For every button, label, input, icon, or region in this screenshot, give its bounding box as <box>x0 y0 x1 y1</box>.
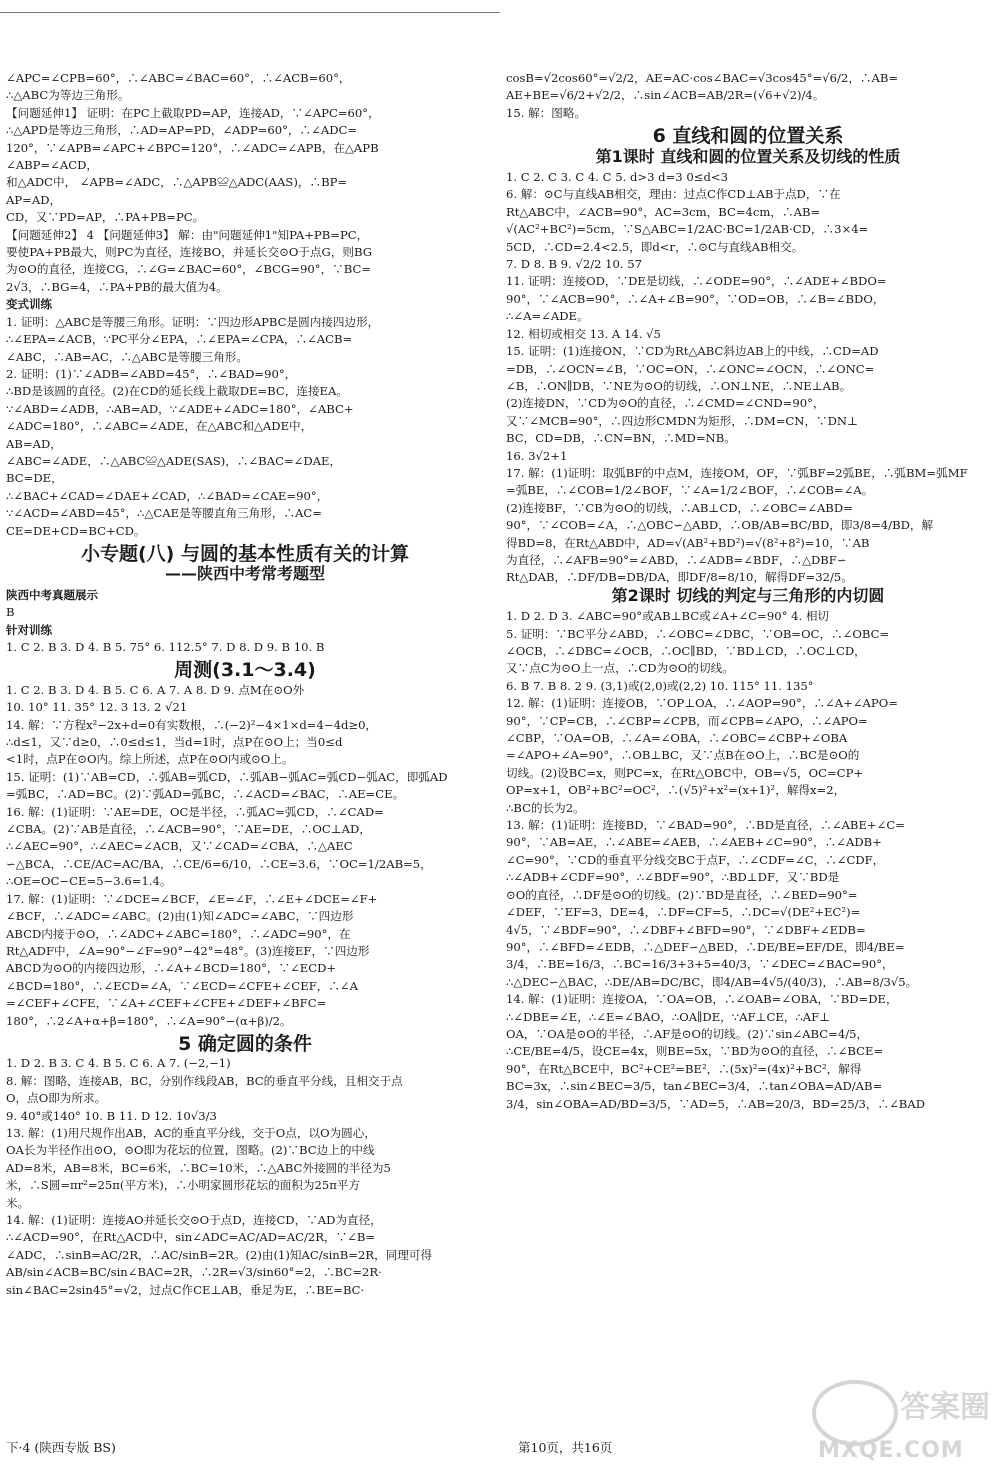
text-line: ∠ADC=180°，∴∠ABC=∠ADE，在△ABC和△ADE中， <box>6 419 313 434</box>
text-line: ABCD内接于⊙O，∴∠ADC+∠ABC=180°，∴∠ADC=90°，在 <box>6 926 351 941</box>
text-line: BC=3x，∴sin∠BEC=3/5，tan∠BEC=3/4，∴tan∠OBA=AD/AB= <box>506 1079 883 1094</box>
intro-block <box>6 70 484 296</box>
text-line: 90°，∵CP=CB，∴∠CBP=∠CPB，而∠CPB=∠APO，∴∠APO= <box>506 713 868 728</box>
text-line: ∠C=90°，∵CD的垂直平分线交BC于点F，∴∠CDF=∠C，∴∠CDF， <box>506 852 885 867</box>
topic-subtitle: ——陕西中考常考题型 <box>164 564 325 584</box>
text-line: 9. 40°或140° 10. B 11. D 12. 10√3/3 <box>6 1108 217 1123</box>
text-line: =弧BC，∴AD=BC。(2)∵弧AD=弧BC，∴∠ACD=∠BAC，∴AE=CE。 <box>6 787 405 802</box>
text-line: ∴∠DBE=∠E，∴∠E=∠BAO，∴OA∥DE，∵AF⊥CE，∴AF⊥ <box>506 1009 831 1024</box>
section5-title: 5 确定圆的条件 <box>178 1032 312 1055</box>
text-line: ∴△ABC为等边三角形。 <box>6 88 130 103</box>
text-line: 15. 解：图略。 <box>506 105 587 120</box>
topic-title: 小专题(八) 与圆的基本性质有关的计算 <box>81 542 409 565</box>
text-line: 1. D 2. B 3. C 4. B 5. C 6. A 7. (−2,−1) <box>6 1056 231 1071</box>
text-line: AB/sin∠ACB=BC/sin∠BAC=2R，∴2R=√3/sin60°=2，∴BC=2R· <box>6 1265 382 1280</box>
text-line: ∴BD是该圆的直径。(2)在CD的延长线上截取DE=BC，连接EA。 <box>6 384 348 399</box>
text-line: ∴∠AEC=90°，∴∠AEC=∠ACB，又∵∠CAD=∠CBA，∴△AEC <box>6 839 353 854</box>
weekly-test-title: 周测(3.1～3.4) <box>174 659 316 682</box>
watermark-ring-icon <box>812 1380 898 1446</box>
text-line: CE=DE+CD=BC+CD。 <box>6 523 146 538</box>
text-line: OP=x+1，OB²+BC²=OC²，∴(√5)²+x²=(x+1)²，解得x=2， <box>506 783 846 798</box>
text-line: ∠B，∴ON∥DB，∵NE为⊙O的切线，∴ON⊥NE，∴NE⊥AB。 <box>506 378 852 393</box>
text-line: ∴CE/BE=4/5，设CE=4x，则BE=5x，∵BD为⊙O的直径，∴∠BCE= <box>506 1044 884 1059</box>
watermark-url: MXQE.COM <box>818 1438 964 1463</box>
text-line: 切线。(2)设BC=x，则PC=x，在Rt△OBC中，OB=√5，OC=CP+ <box>506 765 864 780</box>
lesson2-title: 第2课时 切线的判定与三角形的内切圆 <box>611 585 885 605</box>
text-line: 为直径，∴∠AFB=90°=∠ABD，∴∠ADB=∠BDF，∴△DBF∽ <box>506 552 847 567</box>
text-line: ∠CBA。(2)∵AB是直径，∴∠ACB=90°，∵AE=DE，∴OC⊥AD， <box>6 822 371 837</box>
text-line: ∴∠ACD=90°，在Rt△ACD中，sin∠ADC=AC/AD=AC/2R，∵∠B= <box>6 1230 376 1245</box>
text-line: ∴BC的长为2。 <box>506 800 585 815</box>
text-line: 11. 证明：连接OD，∵DE是切线，∴∠ODE=90°，∴∠ADE+∠BDO= <box>506 274 887 289</box>
text-line: ABCD为⊙O的内接四边形，∴∠A+∠BCD=180°，∵∠ECD+ <box>6 961 337 976</box>
text-line: 16. 解：(1)证明：∵AE=DE，OC是半径，∴弧AC=弧CD，∴∠CAD= <box>6 804 384 819</box>
text-line: (2)连接DN，∵CD为⊙O的直径，∴∠CMD=∠CND=90°， <box>506 396 825 411</box>
text-line: ∴△APD是等边三角形，∴AD=AP=PD，∠ADP=60°，∴∠ADC= <box>6 123 358 138</box>
left-column <box>6 70 484 1299</box>
text-line: 【问题延伸2】 4 【问题延伸3】 解：由"问题延伸1"知PA+PB=PC， <box>6 227 369 242</box>
text-line: 3/4，sin∠OBA=AD/BD=3/5，∵AD=5，∴AB=20/3，BD=25/3，∴∠BAD <box>506 1096 925 1111</box>
text-line: ∵∠ACD=∠ABD=45°，∴△CAE是等腰直角三角形，∴AC= <box>6 506 322 521</box>
text-line: BC=DE， <box>6 471 63 486</box>
text-line: ∠APC=∠CPB=60°，∴∠ABC=∠BAC=60°，∴∠ACB=60°， <box>6 71 351 85</box>
text-line: 17. 解：(1)证明：取弧BF的中点M，连接OM，OF，∵弧BF=2弧BE，∴弧BM=弧MF <box>506 465 968 480</box>
text-line: 6. B 7. B 8. 2 9. (3,1)或(2,0)或(2,2) 10. 115° 11. 135° <box>506 678 814 693</box>
text-line: 180°，∴2∠A+α+β=180°，∴∠A=90°−(α+β)/2。 <box>6 1013 292 1028</box>
targeted-training-answers: 1. C 2. B 3. D 4. B 5. 75° 6. 112.5° 7. D 8. D 9. B 10. B <box>6 640 325 654</box>
text-line: 12. 相切或相交 13. A 14. √5 <box>506 326 661 341</box>
text-line: ∠ADC，∴sinB=AC/2R，∴AC/sinB=2R。(2)由(1)知AC/sinB=2R，同理可得 <box>6 1247 433 1262</box>
text-line: =∠CEF+∠CFE，∵∠A+∠CEF+∠CFE+∠DEF+∠BFC= <box>6 996 327 1011</box>
text-line: √(AC²+BC²)=5cm，∵S△ABC=1/2AC·BC=1/2AB·CD，∴3×4= <box>506 222 869 237</box>
text-line: 15. 证明：(1)∵AB=CD，∴弧AB=弧CD，∴弧AB−弧AC=弧CD−弧AC，即弧AD <box>6 769 448 784</box>
text-line: 120°，∵∠APB=∠APC+∠BPC=120°，∴∠ADC=∠APB，在△APB <box>6 140 379 155</box>
weekly-test-block <box>6 682 484 1030</box>
watermark-logo <box>812 1380 994 1466</box>
lesson2-block <box>506 608 990 1113</box>
text-line: 得BD=8，在Rt△ABD中，AD=√(AB²+BD²)=√(8²+8²)=10，∵AB <box>506 535 870 550</box>
right-column <box>506 70 990 1113</box>
text-line: AD=8米，AB=8米，BC=6米，∴BC=10米，∴△ABC外接圆的半径为5 <box>6 1160 391 1175</box>
footer-edition: 下·4 (陕西专版 BS) <box>6 1440 116 1455</box>
section5-block <box>6 1055 484 1299</box>
text-line: 10. 10° 11. 35° 12. 3 13. 2 √21 <box>6 700 188 715</box>
text-line: ∴OE=OC−CE=5−3.6=1.4。 <box>6 874 172 889</box>
top-rule <box>0 12 500 13</box>
text-line: ∴∠ADB+∠CDF=90°，∴∠BDF=90°，∴BD⊥DF，又∵BD是 <box>506 870 840 885</box>
text-line: ⊙O的直径，∴DF是⊙O的切线。(2)∵BD是直径，∴∠BED=90°= <box>506 887 858 902</box>
text-line: 90°，∵AB=AE，∴∠ABE=∠AEB，∴∠AEB+∠C=90°，∴∠ADB+ <box>506 835 882 850</box>
text-line: 13. 解：(1)用尺规作出AB，AC的垂直平分线，交于O点，以O为圆心， <box>6 1125 376 1140</box>
text-line: 和△ADC中， ∠APB=∠ADC，∴△APB≌△ADC(AAS)，∴BP= <box>6 175 348 190</box>
text-line: 7. D 8. B 9. √2/2 10. 57 <box>506 257 643 272</box>
text-line: =∠APO+∠A=90°，∴OB⊥BC，又∵点B在⊙O上，∴BC是⊙O的 <box>506 748 860 763</box>
real-exam-answer: B <box>6 605 15 620</box>
text-line: Rt△ABC中，∠ACB=90°，AC=3cm，BC=4cm，∴AB= <box>506 204 821 219</box>
text-line: 14. 解：(1)证明：连接OA，∵OA=OB，∴∠OAB=∠OBA，∵BD=DE， <box>506 992 898 1007</box>
text-line: 2√3，∴BG=4，∴PA+PB的最大值为4。 <box>6 279 228 294</box>
text-line: ∵∠ABD=∠ADB，∴AB=AD，∵∠ADE+∠ADC=180°，∠ABC+ <box>6 401 354 416</box>
text-line: 16. 3√2+1 <box>506 448 568 463</box>
text-line: ∠BCF，∴∠ADC=∠ABC。(2)由(1)知∠ADC=∠ABC，∵四边形 <box>6 909 354 924</box>
text-line: CD，又∵PD=AP，∴PA+PB=PC。 <box>6 210 205 225</box>
text-line: 1. 证明：△ABC是等腰三角形。证明：∵四边形APBC是圆内接四边形， <box>6 314 380 329</box>
text-line: ∠DEF，∵EF=3，DE=4，∴DF=CF=5，∴DC=√(DE²+EC²)= <box>506 905 861 920</box>
text-line: 米，∴S圆=πr²=25π(平方米)，∴小明家圆形花坛的面积为25π平方 <box>6 1178 361 1193</box>
text-line: ∠ABC，∴AB=AC，∴△ABC是等腰三角形。 <box>6 349 248 364</box>
text-line: BC，CD=DB，∴CN=BN，∴MD=NB。 <box>506 431 736 446</box>
text-line: (2)连接BF，∵CB为⊙O的切线，∴AB⊥CD，∴∠OBC=∠ABD= <box>506 500 853 515</box>
text-line: 米。 <box>6 1195 30 1210</box>
text-line: ∴△DEC∽△BAC，∴DE/AB=DC/BC，即4/AB=4√5/(40/3)，∴AB=8/3√5。 <box>506 974 918 989</box>
text-line: AB=AD， <box>6 436 62 451</box>
text-line: 2. 证明：(1)∵∠ADB=∠ABD=45°，∴∠BAD=90°， <box>6 366 297 381</box>
text-line: ∠OCB，∴∠DBC=∠OCB，∴OC∥BD，∵BD⊥CD，∴OC⊥CD， <box>506 644 866 658</box>
text-line: 3/4，∴BE=16/3，∴BC=16/3+3+5=40/3，∵∠DEC=∠BAC=90°， <box>506 957 894 972</box>
text-line: 14. 解：∵方程x²−2x+d=0有实数根，∴(−2)²−4×1×d=4−4d≥0， <box>6 717 378 732</box>
text-line: 为⊙O的直径，连接CG，∴∠G=∠BAC=60°，∠BCG=90°，∵BC= <box>6 262 372 277</box>
text-line: 14. 解：(1)证明：连接AO并延长交⊙O于点D，连接CD，∵AD为直径， <box>6 1213 382 1227</box>
text-line: <1时，点P在⊙O内。综上所述，点P在⊙O内或⊙O上。 <box>6 752 294 767</box>
text-line: 17. 解：(1)证明：∵∠DCE=∠BCF，∠E=∠F，∴∠E+∠DCE=∠F+ <box>6 891 378 906</box>
text-line: ∴∠EPA=∠ACB，∵PC平分∠EPA，∴∠EPA=∠CPA，∴∠ACB= <box>6 332 353 347</box>
continued-block <box>506 70 990 122</box>
text-line: 【问题延伸1】 证明：在PC上截取PD=AP，连接AD，∵∠APC=60°， <box>6 105 380 120</box>
text-line: =弧BE，∴∠COB=1/2∠BOF，∵∠A=1/2∠BOF，∴∠COB=∠A。 <box>506 483 874 498</box>
text-line: OA长为半径作出⊙O，⊙O即为花坛的位置，图略。(2)∵BC边上的中线 <box>6 1143 375 1158</box>
text-line: ∴∠A=∠ADE。 <box>506 309 589 324</box>
text-line: =DB，∴∠OCN=∠B，∵OC=ON，∴∠ONC=∠OCN，∴∠ONC= <box>506 361 875 376</box>
text-line: 90°，∴∠BFD=∠EDB，∴△DEF∽△BED，∴DE/BE=EF/DE，即4/BE= <box>506 939 905 954</box>
text-line: AP=AD， <box>6 192 62 207</box>
text-line: 要使PA+PB最大，则PC为直径，连接BO，并延长交⊙O于点G，则BG <box>6 245 373 260</box>
variant-training-label: 变式训练 <box>6 297 52 312</box>
text-line: 1. D 2. D 3. ∠ABC=90°或AB⊥BC或∠A+∠C=90° 4. 相切 <box>506 609 830 624</box>
text-line: 13. 解：(1)证明：连接BD，∵∠BAD=90°，∴BD是直径，∴∠ABE+∠C= <box>506 818 905 833</box>
text-line: 5CD，∴CD=2.4<2.5，即d<r，∴⊙C与直线AB相交。 <box>506 239 804 254</box>
text-line: AE+BE=√6/2+√2/2，∴sin∠ACB=AB/2R=(√6+√2)/4。 <box>506 88 825 103</box>
text-line: Rt△DAB，∴DF/DB=DB/DA，即DF/8=8/10，解得DF=32/5。 <box>506 570 853 585</box>
text-line: ∠ABP=∠ACD， <box>6 158 98 173</box>
text-line: ∠BCD=180°，∴∠ECD=∠A，∵∠ECD=∠CFE+∠CEF，∴∠A <box>6 978 359 993</box>
text-line: 5. 证明：∵BC平分∠ABD，∴∠OBC=∠DBC，∵OB=OC，∴∠OBC= <box>506 626 890 641</box>
text-line: O，点O即为所求。 <box>6 1091 107 1106</box>
text-line: ∴∠BAC+∠CAD=∠DAE+∠CAD，∴∠BAD=∠CAE=90°， <box>6 488 329 503</box>
text-line: ∠ABC=∠ADE，∴△ABC≌△ADE(SAS)，∴∠BAC=∠DAE， <box>6 453 342 468</box>
text-line: 90°，∵∠ACB=90°，∴∠A+∠B=90°，∵OD=OB，∴∠B=∠BDO， <box>506 291 885 306</box>
text-line: ∴d≤1，又∵d≥0，∴0≤d≤1，当d=1时，点P在⊙O上；当0≤d <box>6 735 343 750</box>
text-line: 6. 解：⊙C与直线AB相交，理由：过点C作CD⊥AB于点D，∵在 <box>506 187 841 202</box>
targeted-training-label: 针对训练 <box>6 622 52 637</box>
variant-block <box>6 314 484 540</box>
footer-page-number: 第10页，共16页 <box>518 1440 613 1455</box>
text-line: 1. C 2. C 3. C 4. C 5. d>3 d=3 0≤d<3 <box>506 170 728 185</box>
text-line: ∠CBP，∵OA=OB，∴∠A=∠OBA，∴∠OBC=∠CBP+∠OBA <box>506 731 848 746</box>
lesson1-title: 第1课时 直线和圆的位置关系及切线的性质 <box>595 146 901 166</box>
text-line: OA，∵OA是⊙O的半径，∴AF是⊙O的切线。(2)∵sin∠ABC=4/5， <box>506 1026 869 1041</box>
text-line: 90°，∵∠COB=∠A，∴△OBC∽△ABD，∴OB/AB=BC/BD，即3/8=4/BD，解 <box>506 518 934 533</box>
text-line: 90°，在Rt△BCE中，BC²+CE²=BE²，∴(5x)²=(4x)²+BC²，解得 <box>506 1061 862 1076</box>
section6-title: 6 直线和圆的位置关系 <box>652 125 844 148</box>
text-line: 15. 证明：(1)连接ON，∵CD为Rt△ABC斜边AB上的中线，∴CD=AD <box>506 344 879 359</box>
real-exam-label: 陕西中考真题展示 <box>6 587 98 602</box>
watermark-text: 答案圈 <box>900 1390 990 1425</box>
text-line: 又∵∠MCB=90°，∴四边形CMDN为矩形，∴DM=CN，∵DN⊥ <box>506 413 858 428</box>
text-line: 8. 解：图略，连接AB，BC，分别作线段AB，BC的垂直平分线，且相交于点 <box>6 1073 403 1088</box>
text-line: 1. C 2. B 3. D 4. B 5. C 6. A 7. A 8. D 9. 点M在⊙O外 <box>6 682 305 697</box>
text-line: cosB=√2cos60°=√2/2，AE=AC·cos∠BAC=√3cos45°=√6/2，∴AB= <box>506 71 899 85</box>
text-line: 又∵点C为⊙O上一点，∴CD为⊙O的切线。 <box>506 661 734 676</box>
text-line: ∽△BCA，∴CE/AC=AC/BA，∴CE/6=6/10，∴CE=3.6，∵OC=1/2AB=5， <box>6 856 432 871</box>
lesson1-block <box>506 169 990 587</box>
text-line: 12. 解：(1)证明：连接OB，∵OP⊥OA，∴∠AOP=90°，∴∠A+∠APO= <box>506 696 898 711</box>
text-line: Rt△ADF中，∠A=90°−∠F=90°−42°=48°。(3)连接EF，∵四边形 <box>6 943 370 958</box>
text-line: sin∠BAC=2sin45°=√2，过点C作CE⊥AB，垂足为E，∴BE=BC· <box>6 1282 365 1297</box>
text-line: 4√5，∵∠BDF=90°，∴∠DBF+∠BFD=90°，∵∠DBF+∠EDB= <box>506 922 866 937</box>
